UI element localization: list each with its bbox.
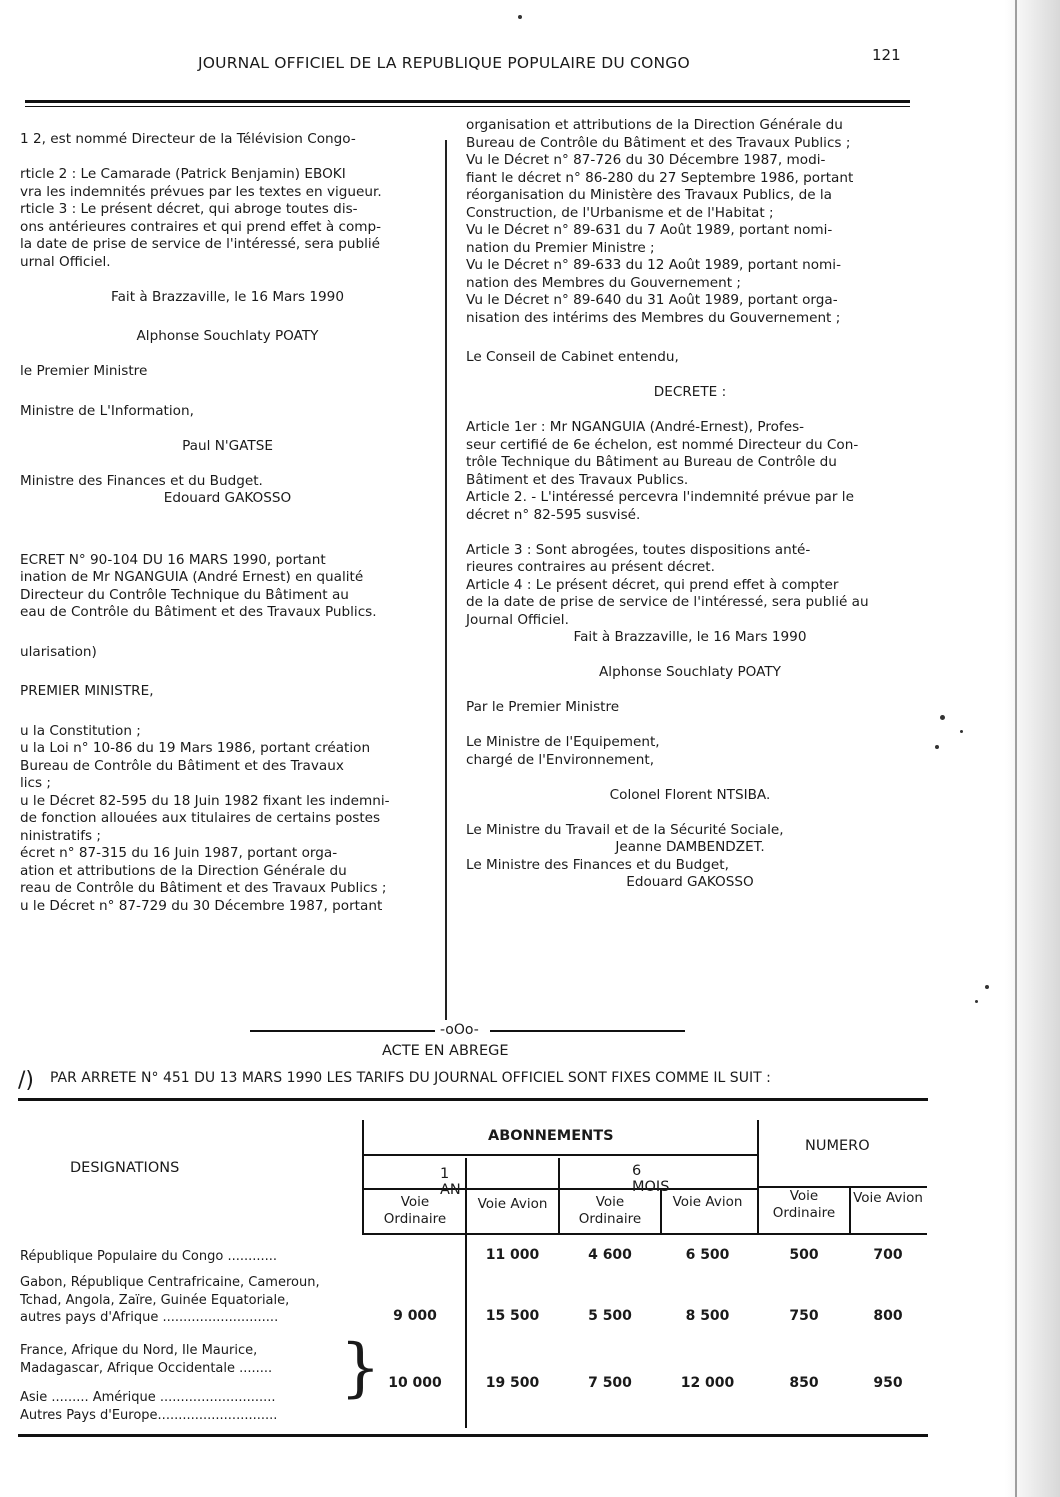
scan-speck — [975, 1000, 978, 1003]
col-voie-avion-6mois: Voie Avion — [672, 1194, 743, 1210]
scan-speck — [985, 985, 989, 989]
right-column-line: Colonel Florent NTSIBA. — [609, 786, 771, 803]
scan-speck — [940, 715, 945, 720]
right-column-line — [466, 402, 914, 420]
tarif-value-cell: 800 — [873, 1308, 903, 1324]
tarif-value-cell: 700 — [873, 1247, 903, 1263]
separator-rule-left — [250, 1030, 435, 1032]
right-column-line: de la date de prise de service de l'intéressé, sera publié au — [466, 594, 869, 610]
right-column-line: Le Ministre de l'Equipement, — [466, 734, 660, 750]
designation-line: autres pays d'Afrique ............................ — [20, 1310, 279, 1325]
tarif-value-cell: 750 — [789, 1308, 819, 1324]
right-column-line: Bureau de Contrôle du Bâtiment et des Travaux Publics ; — [466, 134, 851, 151]
right-column-line: Journal Officiel. — [466, 611, 569, 628]
right-column-line — [466, 367, 914, 385]
left-column-line: ularisation) — [20, 643, 97, 660]
right-column-line: Article 4 : Le présent décret, qui prend effet à compter — [466, 576, 839, 593]
scan-edge-line — [1015, 0, 1017, 1497]
left-column-line: la date de prise de service de l'intéressé, sera publié — [20, 236, 381, 252]
numero-header: NUMERO — [805, 1138, 870, 1154]
right-column-line — [466, 769, 914, 787]
tarif-row-designation — [20, 1274, 320, 1327]
scan-speck — [935, 745, 939, 749]
abonnements-header: ABONNEMENTS — [488, 1128, 614, 1144]
left-column-line — [20, 381, 435, 403]
left-column-line: de fonction allouées aux titulaires de certains postes — [20, 810, 381, 826]
left-column-line: ation et attributions de la Direction Générale du — [20, 862, 347, 879]
left-column-line: ninistratifs ; — [20, 827, 101, 844]
right-column-line: Vu le Décret n° 87-726 du 30 Décembre 1987, modi- — [466, 152, 826, 168]
right-column-line: seur certifié de 6e échelon, est nommé Directeur du Con- — [466, 436, 859, 453]
left-column-line: urnal Officiel. — [20, 253, 111, 270]
designation-line — [20, 1377, 277, 1389]
left-column-line: Ministre de L'Information, — [20, 402, 194, 419]
tarif-value-cell: 11 000 — [485, 1247, 540, 1263]
right-column-line: Bâtiment et des Travaux Publics. — [466, 471, 689, 488]
left-column-line: u la Loi n° 10-86 du 19 Mars 1986, portant création — [20, 740, 371, 756]
left-column-line: Directeur du Contrôle Technique du Bâtiment au — [20, 586, 349, 603]
right-column-line: fiant le décret n° 86-280 du 27 Septembre 1986, portant — [466, 169, 854, 186]
right-column-line: Le Ministre du Travail et de la Sécurité Sociale, — [466, 821, 784, 838]
right-column-line — [466, 717, 914, 735]
left-column-line: u le Décret 82-595 du 18 Juin 1982 fixant les indemni- — [20, 792, 390, 809]
left-column-line: u le Décret n° 87-729 du 30 Décembre 1987, portant — [20, 897, 383, 914]
left-column-line: Ministre des Finances et du Budget. — [20, 472, 263, 489]
left-column-line: ECRET N° 90-104 DU 16 MARS 1990, portant — [20, 551, 326, 568]
right-column-line: Construction, de l'Urbanisme et de l'Habitat ; — [466, 204, 774, 221]
scan-margin-shadow — [1005, 0, 1060, 1497]
left-column-line — [20, 346, 435, 364]
col-voie-avion-1an: Voie Avion — [477, 1196, 548, 1212]
right-column-line: nisation des intérims des Membres du Gouvernement ; — [466, 309, 841, 326]
left-column-line: rticle 3 : Le présent décret, qui abroge toutes dis- — [20, 201, 358, 217]
tarif-value-cell: 7 500 — [588, 1375, 632, 1391]
left-column-line: reau de Contrôle du Bâtiment et des Travaux Publics ; — [20, 880, 387, 896]
col-voie-ordinaire-1an: Voie Ordinaire — [383, 1194, 447, 1227]
left-column-line: Bureau de Contrôle du Bâtiment et des Travaux — [20, 757, 344, 774]
table-hline-abonnements — [362, 1154, 757, 1156]
designation-line: Madagascar, Afrique Occidentale ........ — [20, 1360, 273, 1376]
designation-line: Tchad, Angola, Zaïre, Guinée Equatoriale, — [20, 1292, 290, 1308]
left-column — [20, 131, 435, 915]
arrete-line: PAR ARRETE N° 451 DU 13 MARS 1990 LES TARIFS DU JOURNAL OFFICIEL SONT FIXES COMME IL SUIT : — [50, 1070, 771, 1086]
page-number: 121 — [872, 46, 901, 64]
tarif-value-cell: 950 — [873, 1375, 903, 1391]
designation-line: France, Afrique du Nord, Ile Maurice, — [20, 1343, 258, 1358]
table-vline-4 — [660, 1190, 662, 1235]
right-column-line: Article 3 : Sont abrogées, toutes dispositions anté- — [466, 541, 811, 558]
right-column-line: organisation et attributions de la Direction Générale du — [466, 117, 843, 133]
left-column-line: lics ; — [20, 775, 52, 791]
table-vline-2 — [465, 1158, 467, 1428]
left-column-line: ination de Mr NGANGUIA (André Ernest) en qualité — [20, 569, 364, 585]
table-vline-3 — [558, 1158, 560, 1235]
designation-line: Asie ......... Amérique ............................ — [20, 1390, 276, 1405]
left-column-line: Paul N'GATSE — [182, 437, 273, 454]
left-column-line: Edouard GAKOSSO — [163, 490, 292, 506]
right-column-line: Jeanne DAMBENDZET. — [615, 839, 765, 855]
right-column-line — [466, 804, 914, 822]
right-column-line — [466, 524, 914, 542]
right-column-line — [466, 682, 914, 700]
table-top-rule — [18, 1098, 928, 1101]
tarif-value-cell: 4 600 — [588, 1247, 632, 1263]
table-bottom-rule — [18, 1434, 928, 1437]
table-vline-5 — [757, 1120, 759, 1235]
right-column-line: chargé de l'Environnement, — [466, 751, 655, 768]
designation-line: République Populaire du Congo ............ — [20, 1249, 278, 1264]
margin-parenthesis: /) — [18, 1068, 34, 1093]
separator-mark: -oOo- — [440, 1022, 479, 1038]
right-column-line: Le Ministre des Finances et du Budget, — [466, 856, 729, 873]
scan-speck — [518, 15, 522, 19]
right-column-line: Article 1er : Mr NGANGUIA (André-Ernest), Profes- — [466, 419, 805, 435]
left-column-line — [20, 149, 435, 167]
tarif-value-cell: 8 500 — [685, 1308, 730, 1324]
right-column-line: réorganisation du Ministère des Travaux Publics, de la — [466, 187, 833, 203]
left-column-line: vra les indemnités prévues par les textes en vigueur. — [20, 183, 382, 200]
tarif-row-designation — [20, 1342, 277, 1424]
scan-speck — [960, 730, 963, 733]
right-column-line: décret n° 82-595 susvisé. — [466, 506, 641, 523]
tarif-value-cell: 500 — [789, 1247, 819, 1263]
designation-line: Autres Pays d'Europe............................. — [20, 1407, 278, 1423]
left-column-line: 1 2, est nommé Directeur de la Télévision Congo- — [20, 131, 356, 147]
tarif-value-cell: 15 500 — [485, 1308, 540, 1324]
right-column-line: nation du Premier Ministre ; — [466, 239, 655, 256]
tarif-value-cell: 6 500 — [685, 1247, 730, 1263]
right-column-line: DECRETE : — [653, 384, 727, 400]
right-column-line: Par le Premier Ministre — [466, 699, 620, 715]
header-rule — [25, 100, 910, 103]
right-column-line — [466, 327, 914, 349]
tarif-value-cell: 850 — [789, 1375, 819, 1391]
left-column-line — [20, 508, 435, 552]
table-vline-1 — [362, 1120, 364, 1235]
right-column-line: Article 2. - L'intéressé percevra l'indemnité prévue par le — [466, 489, 854, 505]
left-column-line: le Premier Ministre — [20, 363, 148, 379]
col-voie-avion-numero: Voie Avion — [853, 1190, 923, 1206]
left-column-line: Alphonse Souchlaty POATY — [136, 328, 319, 344]
right-column-line: rieures contraires au présent décret. — [466, 559, 715, 575]
table-hline-periods — [362, 1188, 757, 1190]
left-column-line — [20, 306, 435, 328]
separator-rule-right — [490, 1030, 685, 1032]
header-rule-thin — [25, 106, 910, 107]
left-column-line: PREMIER MINISTRE, — [20, 683, 154, 699]
left-column-line — [20, 661, 435, 683]
left-column-line — [20, 455, 435, 473]
right-column-line: Edouard GAKOSSO — [626, 874, 754, 890]
tarif-value-cell: 5 500 — [588, 1308, 632, 1324]
designation-line: Gabon, République Centrafricaine, Cameroun, — [20, 1275, 320, 1290]
tarif-value-cell: 10 000 — [388, 1375, 442, 1391]
table-hline-head-bottom — [362, 1233, 927, 1235]
right-column-line: Alphonse Souchlaty POATY — [599, 664, 781, 680]
left-column-line — [20, 622, 435, 644]
left-column-line: u la Constitution ; — [20, 722, 141, 739]
right-column-line: Vu le Décret n° 89-631 du 7 Août 1989, portant nomi- — [466, 222, 833, 238]
right-column-line: Vu le Décret n° 89-640 du 31 Août 1989, portant orga- — [466, 292, 838, 308]
left-column-line — [20, 420, 435, 438]
right-column-line: nation des Membres du Gouvernement ; — [466, 274, 741, 291]
right-column-line — [466, 647, 914, 665]
tarif-value-cell: 19 500 — [485, 1375, 540, 1391]
tarif-value-cell: 12 000 — [680, 1375, 735, 1391]
left-column-line: écret n° 87-315 du 16 Juin 1987, portant orga- — [20, 845, 338, 861]
six-months-header: 6 MOIS — [632, 1163, 670, 1195]
right-column-line: Le Conseil de Cabinet entendu, — [466, 349, 679, 365]
right-column-line: Fait à Brazzaville, le 16 Mars 1990 — [573, 629, 807, 645]
group-brace: } — [340, 1331, 381, 1405]
left-column-line: Fait à Brazzaville, le 16 Mars 1990 — [111, 288, 344, 305]
right-column-line: Vu le Décret n° 89-633 du 12 Août 1989, portant nomi- — [466, 257, 841, 273]
tarif-row-designation — [20, 1248, 277, 1266]
acte-title: ACTE EN ABREGE — [382, 1043, 509, 1059]
col-voie-ordinaire-numero: Voie Ordinaire — [772, 1188, 836, 1221]
one-year-header: 1 AN — [440, 1166, 461, 1198]
tarif-value-cell: 9 000 — [393, 1308, 437, 1324]
right-column — [466, 117, 914, 892]
left-column-line: ons antérieures contraires et qui prend effet à comp- — [20, 218, 382, 235]
journal-header-title: JOURNAL OFFICIEL DE LA REPUBLIQUE POPULAIRE DU CONGO — [198, 54, 690, 72]
column-divider — [445, 140, 447, 1020]
table-vline-6 — [849, 1188, 851, 1235]
left-column-line — [20, 701, 435, 723]
left-column-line: rticle 2 : Le Camarade (Patrick Benjamin) EBOKI — [20, 166, 346, 182]
col-voie-ordinaire-6mois: Voie Ordinaire — [578, 1194, 642, 1227]
designations-header: DESIGNATIONS — [70, 1160, 180, 1176]
left-column-line — [20, 271, 435, 289]
right-column-line: trôle Technique du Bâtiment au Bureau de Contrôle du — [466, 454, 837, 470]
left-column-line: eau de Contrôle du Bâtiment et des Travaux Publics. — [20, 604, 377, 620]
